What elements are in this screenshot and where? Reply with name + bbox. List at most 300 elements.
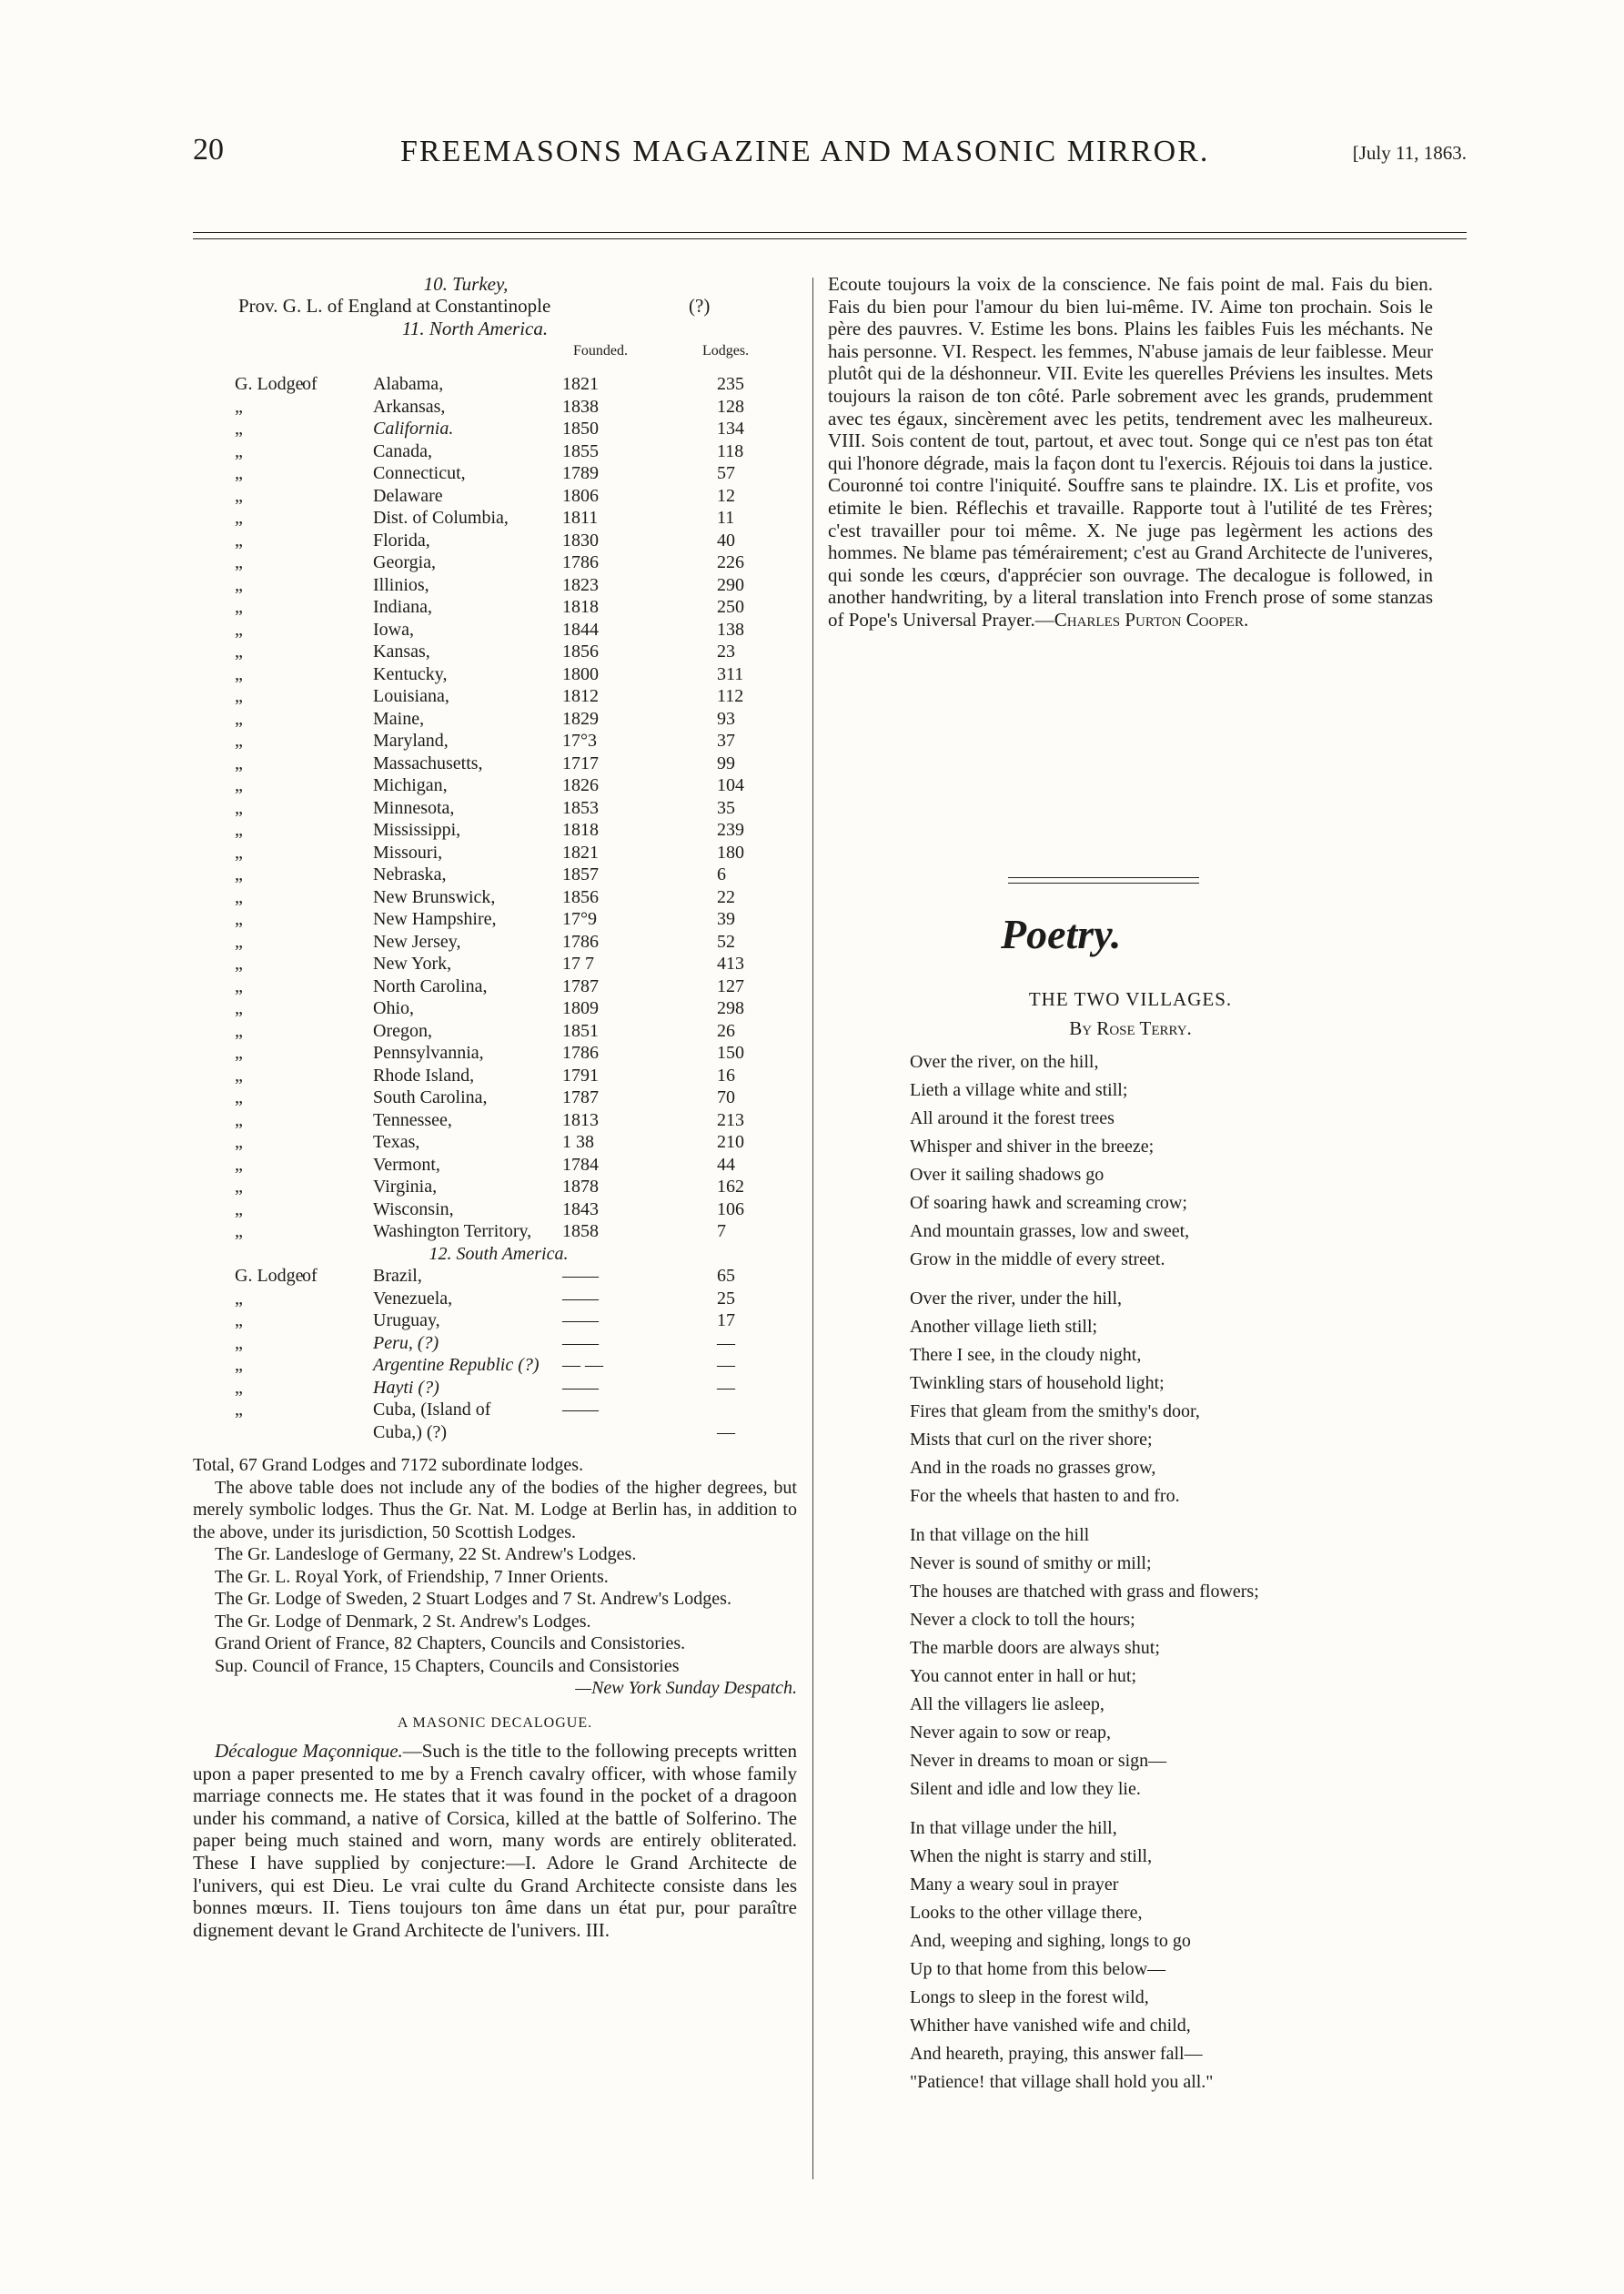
poem-line: Of soaring hawk and screaming crow; <box>910 1193 1187 1213</box>
left-notes <box>193 1454 797 1941</box>
row-founded: 17 7 <box>562 954 594 974</box>
row-prefix: „ <box>235 998 243 1018</box>
row-lodges: 16 <box>717 1065 735 1086</box>
row-prefix: „ <box>235 864 243 884</box>
row-jurisdiction: Minnesota, <box>373 797 455 818</box>
row-lodges: 104 <box>717 775 744 795</box>
row-founded: 1818 <box>562 597 599 617</box>
row-jurisdiction: Maryland, <box>373 731 449 751</box>
table-row <box>235 1086 781 1109</box>
row-founded: 1844 <box>562 619 599 640</box>
row-prefix: „ <box>235 463 243 483</box>
total-line: Total, 67 Grand Lodges and 7172 subordinate lodges. <box>193 1455 584 1475</box>
row-jurisdiction: Hayti (?) <box>373 1377 439 1398</box>
row-prefix: „ <box>235 1377 243 1398</box>
row-prefix: „ <box>235 1332 243 1353</box>
row-prefix: „ <box>235 597 243 617</box>
poem-line: Never a clock to toll the hours; <box>910 1610 1135 1630</box>
row-prefix: „ <box>235 530 243 551</box>
row-lodges: 35 <box>717 797 735 818</box>
row-founded: 1821 <box>562 842 599 863</box>
poem-line: When the night is starry and still, <box>910 1846 1153 1866</box>
row-lodges: — <box>717 1332 735 1353</box>
row-prefix: „ <box>235 909 243 929</box>
row-lodges: 239 <box>717 820 744 840</box>
row-prefix: „ <box>235 1310 243 1330</box>
row-founded: —— <box>562 1288 599 1309</box>
row-founded: 1786 <box>562 1043 599 1063</box>
table-row <box>235 485 781 508</box>
row-lodges: — <box>717 1421 735 1442</box>
running-title: FREEMASONS MAGAZINE AND MASONIC MIRROR. <box>400 135 1210 168</box>
poem-body <box>910 1048 1428 2107</box>
row-lodges: 226 <box>717 552 744 572</box>
poem-line: The houses are thatched with grass and flowers; <box>910 1582 1259 1602</box>
row-lodges: 44 <box>717 1154 735 1175</box>
turkey-count: (?) <box>689 295 711 317</box>
row-jurisdiction: Washington Territory, <box>373 1221 532 1241</box>
poem-line: The marble doors are always shut; <box>910 1638 1160 1658</box>
poem-line: Whisper and shiver in the breeze; <box>910 1137 1155 1157</box>
row-lodges: 99 <box>717 753 735 773</box>
decalogue-continuation <box>828 273 1433 632</box>
row-jurisdiction: New Brunswick, <box>373 886 496 907</box>
row-lodges: 138 <box>717 619 744 640</box>
table-row <box>235 753 781 775</box>
row-lodges: 213 <box>717 1109 744 1130</box>
row-jurisdiction: Georgia, <box>373 552 437 572</box>
table-row <box>235 373 781 396</box>
row-jurisdiction: Pennsylvannia, <box>373 1043 484 1063</box>
poem-line: There I see, in the cloudy night, <box>910 1345 1142 1365</box>
row-jurisdiction: Massachusetts, <box>373 753 483 773</box>
poem-line: Looks to the other village there, <box>910 1903 1143 1923</box>
row-founded: 1858 <box>562 1221 599 1241</box>
row-lodges: 118 <box>717 440 744 461</box>
col-lodges-header: Lodges. <box>702 343 750 359</box>
row-lodges: 127 <box>717 975 744 996</box>
right-column <box>828 273 1433 632</box>
decalogue-text: —Such is the title to the following precepts written upon a paper presented to me by a French cavalry officer, with whose family marriage connects me. He states that it was found in the pocket of a dragoon under his command, a native of Corsica, killed at the battle of Solferino. The paper being much stained and worn, many words are entirely obliterated. These I have supplied by conjecture:—I. Adore le Grand Architecte de l'univers, qui est Dieu. Le vrai culte du Grand Architecte consiste dans les bonnes mœurs. II. Tiens toujours ton âme dans un état pur, pour paraître dignement devant le Grand Architecte de l'univers. III. <box>193 1740 797 1941</box>
poem-line: Another village lieth still; <box>910 1317 1098 1337</box>
row-jurisdiction: Vermont, <box>373 1154 440 1175</box>
row-prefix: „ <box>235 1043 243 1063</box>
row-prefix: „ <box>235 642 243 662</box>
row-prefix: „ <box>235 886 243 907</box>
table-row <box>235 1421 781 1444</box>
row-founded: 1856 <box>562 886 599 907</box>
row-lodges: 7 <box>717 1221 726 1241</box>
row-lodges: 180 <box>717 842 744 863</box>
row-founded: 17°3 <box>562 731 597 751</box>
row-founded: 1855 <box>562 440 599 461</box>
row-prefix: „ <box>235 797 243 818</box>
table-row <box>235 1154 781 1177</box>
poem-line: And mountain grasses, low and sweet, <box>910 1221 1190 1241</box>
row-lodges: — <box>717 1355 735 1375</box>
table-row <box>235 1265 781 1288</box>
row-founded: —— <box>562 1332 599 1353</box>
row-jurisdiction: Delaware <box>373 485 443 506</box>
table-row <box>235 797 781 820</box>
row-prefix: „ <box>235 686 243 706</box>
north-america-table <box>235 373 781 1443</box>
row-founded: 1823 <box>562 574 599 595</box>
poem-line: Up to that home from this below— <box>910 1959 1166 1979</box>
row-lodges: 6 <box>717 864 726 884</box>
row-lodges: 93 <box>717 708 735 729</box>
row-jurisdiction: Alabama, <box>373 374 444 394</box>
table-row <box>235 685 781 708</box>
row-jurisdiction: New Jersey, <box>373 931 461 952</box>
row-of: of <box>302 374 318 394</box>
north-america-heading: 11. North America. <box>401 318 549 339</box>
row-lodges: 57 <box>717 463 735 483</box>
table-row <box>235 1377 781 1400</box>
row-prefix: „ <box>235 1355 243 1375</box>
poem-stanza <box>910 1285 1428 1511</box>
decalogue-title: A MASONIC DECALOGUE. <box>397 1714 593 1731</box>
issue-date: [July 11, 1863. <box>1352 142 1467 164</box>
row-prefix: „ <box>235 753 243 773</box>
row-founded: 1787 <box>562 975 599 996</box>
table-row <box>235 1198 781 1221</box>
table-row <box>235 975 781 998</box>
row-founded: 1786 <box>562 931 599 952</box>
poetry-section-heading: Poetry. <box>1001 911 1122 957</box>
row-lodges: 150 <box>717 1043 744 1063</box>
row-founded: —— <box>562 1400 599 1420</box>
row-jurisdiction: Louisiana, <box>373 686 449 706</box>
table-row <box>235 886 781 909</box>
row-founded: 1786 <box>562 552 599 572</box>
table-row <box>235 842 781 864</box>
table-row <box>235 730 781 753</box>
poem-line: For the wheels that hasten to and fro. <box>910 1486 1180 1506</box>
poem-line: Never is sound of smithy or mill; <box>910 1553 1152 1573</box>
table-row <box>235 396 781 419</box>
poem-line: Twinkling stars of household light; <box>910 1373 1165 1393</box>
row-jurisdiction: Kentucky, <box>373 663 448 684</box>
row-jurisdiction: Indiana, <box>373 597 432 617</box>
row-founded: 1829 <box>562 708 599 729</box>
row-lodges: 12 <box>717 485 735 506</box>
row-prefix: „ <box>235 1400 243 1420</box>
row-jurisdiction: Oregon, <box>373 1020 432 1041</box>
row-prefix: G. Lodge <box>235 374 304 394</box>
table-row <box>235 641 781 663</box>
row-founded: 1789 <box>562 463 599 483</box>
table-note: The Gr. Landesloge of Germany, 22 St. Andrew's Lodges. <box>215 1544 637 1564</box>
row-lodges: 39 <box>717 909 735 929</box>
row-prefix: „ <box>235 1087 243 1107</box>
row-lodges: 112 <box>717 686 744 706</box>
row-prefix: „ <box>235 1065 243 1086</box>
row-prefix: „ <box>235 1177 243 1197</box>
poem-stanza <box>910 1521 1428 1804</box>
row-jurisdiction: Venezuela, <box>373 1288 453 1309</box>
row-lodges: 26 <box>717 1020 735 1041</box>
row-lodges: 11 <box>717 508 735 528</box>
row-founded: 1853 <box>562 797 599 818</box>
table-row <box>235 530 781 552</box>
row-prefix: „ <box>235 440 243 461</box>
row-prefix: „ <box>235 485 243 506</box>
row-founded: 1878 <box>562 1177 599 1197</box>
table-row <box>235 908 781 931</box>
poem-line: Silent and idle and low they lie. <box>910 1779 1141 1799</box>
row-prefix: „ <box>235 775 243 795</box>
row-founded: 1717 <box>562 753 599 773</box>
row-prefix: „ <box>235 574 243 595</box>
table-row <box>235 551 781 574</box>
table-row <box>235 574 781 597</box>
row-jurisdiction: Peru, (?) <box>373 1332 439 1353</box>
row-jurisdiction: Missouri, <box>373 842 443 863</box>
row-founded: 1821 <box>562 374 599 394</box>
south-america-heading: 12. South America. <box>429 1243 569 1264</box>
table-row <box>235 418 781 440</box>
poem-line: All around it the forest trees <box>910 1108 1115 1128</box>
row-jurisdiction: California. <box>373 419 454 439</box>
poem-line: In that village on the hill <box>910 1525 1090 1545</box>
row-lodges: 106 <box>717 1198 744 1219</box>
row-lodges: 70 <box>717 1087 735 1107</box>
table-row <box>235 1332 781 1355</box>
row-prefix: „ <box>235 1154 243 1175</box>
row-lodges: 17 <box>717 1310 735 1330</box>
table-row <box>235 1220 781 1243</box>
poem-line: In that village under the hill, <box>910 1818 1117 1838</box>
row-founded: —— <box>562 1377 599 1398</box>
row-prefix: „ <box>235 820 243 840</box>
row-jurisdiction: Florida, <box>373 530 430 551</box>
poem-line: And in the roads no grasses grow, <box>910 1458 1156 1478</box>
row-founded: 1838 <box>562 396 599 417</box>
table-row <box>235 864 781 886</box>
row-lodges: 235 <box>717 374 744 394</box>
poem-line: Lieth a village white and still; <box>910 1080 1128 1100</box>
row-prefix: „ <box>235 1132 243 1152</box>
row-prefix: „ <box>235 396 243 417</box>
table-row <box>235 663 781 686</box>
table-row <box>235 1399 781 1421</box>
row-prefix: „ <box>235 1109 243 1130</box>
table-row <box>235 774 781 797</box>
row-prefix: „ <box>235 1221 243 1241</box>
row-lodges: 311 <box>717 663 744 684</box>
row-founded: 1856 <box>562 642 599 662</box>
row-prefix: „ <box>235 708 243 729</box>
row-founded: 1809 <box>562 998 599 1018</box>
poem-line: You cannot enter in hall or hut; <box>910 1666 1137 1686</box>
table-note: Sup. Council of France, 15 Chapters, Councils and Consistories <box>215 1655 680 1676</box>
row-jurisdiction: Cuba, (Island of <box>373 1400 491 1420</box>
poem-line: "Patience! that village shall hold you all." <box>910 2072 1214 2092</box>
source-credit: —New York Sunday Despatch. <box>575 1678 797 1698</box>
row-jurisdiction: Uruguay, <box>373 1310 440 1330</box>
row-lodges: 162 <box>717 1177 744 1197</box>
poem-line: And heareth, praying, this answer fall— <box>910 2044 1203 2064</box>
table-row <box>235 1065 781 1087</box>
row-jurisdiction: Ohio, <box>373 998 414 1018</box>
row-prefix: „ <box>235 1198 243 1219</box>
row-jurisdiction: Cuba,) (?) <box>373 1421 448 1442</box>
poem-byline: By Rose Terry. <box>1069 1017 1192 1039</box>
table-row <box>235 1288 781 1310</box>
row-jurisdiction: Tennessee, <box>373 1109 452 1130</box>
row-founded: 1830 <box>562 530 599 551</box>
table-row <box>235 819 781 842</box>
row-lodges: 134 <box>717 419 744 439</box>
table-row <box>235 440 781 463</box>
table-row <box>235 1131 781 1154</box>
table-row <box>235 931 781 954</box>
row-jurisdiction: Iowa, <box>373 619 414 640</box>
row-lodges: 250 <box>717 597 744 617</box>
row-founded: 1784 <box>562 1154 599 1175</box>
table-note: Grand Orient of France, 82 Chapters, Councils and Consistories. <box>215 1633 686 1653</box>
poem-line: All the villagers lie asleep, <box>910 1694 1105 1714</box>
row-founded: 1787 <box>562 1087 599 1107</box>
table-row <box>235 1109 781 1132</box>
page-header <box>193 133 1467 173</box>
row-jurisdiction: Rhode Island, <box>373 1065 475 1086</box>
table-row <box>235 1176 781 1198</box>
row-prefix: „ <box>235 954 243 974</box>
row-prefix: „ <box>235 1288 243 1309</box>
row-founded: 1857 <box>562 864 599 884</box>
poem-line: Never again to sow or reap, <box>910 1723 1112 1743</box>
row-founded: 17°9 <box>562 909 597 929</box>
table-row <box>235 1020 781 1043</box>
row-lodges: 37 <box>717 731 735 751</box>
row-founded: 1813 <box>562 1109 599 1130</box>
row-founded: 1 38 <box>562 1132 594 1152</box>
row-jurisdiction: Michigan, <box>373 775 448 795</box>
table-row <box>235 953 781 975</box>
row-jurisdiction: New Hampshire, <box>373 909 497 929</box>
row-lodges: 290 <box>717 574 744 595</box>
poem-line: And, weeping and sighing, longs to go <box>910 1931 1191 1951</box>
table-row <box>235 708 781 731</box>
row-prefix: „ <box>235 552 243 572</box>
table-row <box>235 1354 781 1377</box>
row-jurisdiction: Kansas, <box>373 642 430 662</box>
column-divider <box>812 278 813 2179</box>
continuation-text: Ecoute toujours la voix de la conscience. Ne fais point de mal. Fais du bien. Fais du bien pour l'amour du bien lui-même. IV. Aime ton prochain. Sois le père des pauvres. V. Estime les bons. Plains les faibles Fuis les méchants. Ne hais personne. VI. Respect. les femmes, N'abuse jamais de leur faiblesse. Meur plutôt qui de la déshonneur. VII. Evite les querelles Préviens les insultes. Mets toujours la raison de ton côté. Parle sobrement avec les grands, prudemment avec tes égaux, sincèrement avec les petits, tendrement avec les malheureux. VIII. Sois content de tout, partout, et avec tout. Songe qui ce n'est pas ton état qui l'honore dégrade, mais la façon dont tu l'exercis. Réjouis toi dans la justice. Couronné toi contre l'iniquité. Souffre sans te plaindre. IX. Lis et profite, vos etimite le bien. Réflechis et travaille. Rapporte tout à l'utilité de tes Frères; c'est travailler pour toi même. X. Ne juge pas legèrment les actions des hommes. Ne blame pas témérairement; c'est au Grand Architecte de l'univeres, qui sonde les cœurs, d'apprécier son ouvrage. The decalogue is followed, in another handwriting, by a literal translation into French prose of some stanzas of Pope's Universal Prayer.— <box>828 273 1433 631</box>
row-jurisdiction: Dist. of Columbia, <box>373 508 509 528</box>
row-prefix: „ <box>235 508 243 528</box>
row-lodges: — <box>717 1377 735 1398</box>
row-founded: 1791 <box>562 1065 599 1086</box>
row-prefix: „ <box>235 931 243 952</box>
poem-line: Longs to sleep in the forest wild, <box>910 1987 1149 2007</box>
row-prefix: „ <box>235 1020 243 1041</box>
row-jurisdiction: Texas, <box>373 1132 420 1152</box>
row-prefix: „ <box>235 663 243 684</box>
row-founded: 1811 <box>562 508 599 528</box>
row-founded: — — <box>562 1355 603 1375</box>
decalogue-lead: Décalogue Maçonnique. <box>215 1740 403 1762</box>
page-number: 20 <box>193 133 224 167</box>
row-prefix: „ <box>235 619 243 640</box>
table-row <box>235 1309 781 1332</box>
row-jurisdiction: Illinios, <box>373 574 429 595</box>
poem-line: Over the river, on the hill, <box>910 1052 1099 1072</box>
table-note: The Gr. Lodge of Sweden, 2 Stuart Lodges and 7 St. Andrew's Lodges. <box>215 1589 731 1609</box>
row-lodges: 23 <box>717 642 735 662</box>
row-lodges: 128 <box>717 396 744 417</box>
poem-line: Over the river, under the hill, <box>910 1288 1123 1309</box>
row-lodges: 22 <box>717 886 735 907</box>
row-lodges: 52 <box>717 931 735 952</box>
row-lodges: 65 <box>717 1266 735 1286</box>
table-row <box>235 462 781 485</box>
row-prefix: „ <box>235 842 243 863</box>
row-jurisdiction: New York, <box>373 954 452 974</box>
poem-line: Many a weary soul in prayer <box>910 1875 1119 1895</box>
row-founded: 1826 <box>562 775 599 795</box>
poem-stanza <box>910 1048 1428 1274</box>
row-jurisdiction: Nebraska, <box>373 864 447 884</box>
row-jurisdiction: Maine, <box>373 708 425 729</box>
table-note: The Gr. Lodge of Denmark, 2 St. Andrew's Lodges. <box>215 1611 591 1632</box>
row-prefix: G. Lodge <box>235 1266 304 1286</box>
section-rule-2 <box>1008 883 1199 884</box>
row-founded: 1806 <box>562 485 599 506</box>
row-lodges: 210 <box>717 1132 744 1152</box>
row-founded: 1843 <box>562 1198 599 1219</box>
table-note: The above table does not include any of the bodies of the higher degrees, but merely symbolic lodges. Thus the Gr. Nat. M. Lodge at Berlin has, in addition to the above, under its jurisdiction, 50 Scottish Lodges. <box>193 1477 797 1542</box>
table-row <box>235 997 781 1020</box>
row-jurisdiction: Canada, <box>373 440 432 461</box>
row-prefix: „ <box>235 419 243 439</box>
poem-line: Grow in the middle of every street. <box>910 1249 1165 1269</box>
col-founded-header: Founded. <box>573 343 628 359</box>
table-row <box>235 507 781 530</box>
author-signature: Charles Purton Cooper. <box>1054 608 1249 631</box>
row-lodges: 40 <box>717 530 735 551</box>
poem-line: Fires that gleam from the smithy's door, <box>910 1401 1200 1421</box>
row-jurisdiction: Wisconsin, <box>373 1198 454 1219</box>
row-founded: 1818 <box>562 820 599 840</box>
row-jurisdiction: Brazil, <box>373 1266 422 1286</box>
row-jurisdiction: Mississippi, <box>373 820 461 840</box>
turkey-heading: 10. Turkey, <box>423 273 509 295</box>
poem-line: Over it sailing shadows go <box>910 1165 1105 1185</box>
row-of: of <box>302 1266 318 1286</box>
row-jurisdiction: Arkansas, <box>373 396 446 417</box>
header-rule-top <box>193 232 1467 233</box>
row-lodges: 298 <box>717 998 744 1018</box>
row-jurisdiction: South Carolina, <box>373 1087 488 1107</box>
poem-line: Never in dreams to moan or sign— <box>910 1751 1167 1771</box>
poem-stanza <box>910 1814 1428 2097</box>
table-note: The Gr. L. Royal York, of Friendship, 7 Inner Orients. <box>215 1566 609 1587</box>
row-lodges: 25 <box>717 1288 735 1309</box>
table-row <box>235 596 781 619</box>
row-jurisdiction: Argentine Republic (?) <box>373 1355 540 1375</box>
row-prefix: „ <box>235 975 243 996</box>
poem-line: Mists that curl on the river shore; <box>910 1430 1153 1450</box>
table-row <box>235 1042 781 1065</box>
row-jurisdiction: Virginia, <box>373 1177 438 1197</box>
row-founded: 1851 <box>562 1020 599 1041</box>
header-rule-bottom <box>193 238 1467 239</box>
row-lodges: 413 <box>717 954 744 974</box>
decalogue-paragraph <box>193 1740 797 1941</box>
